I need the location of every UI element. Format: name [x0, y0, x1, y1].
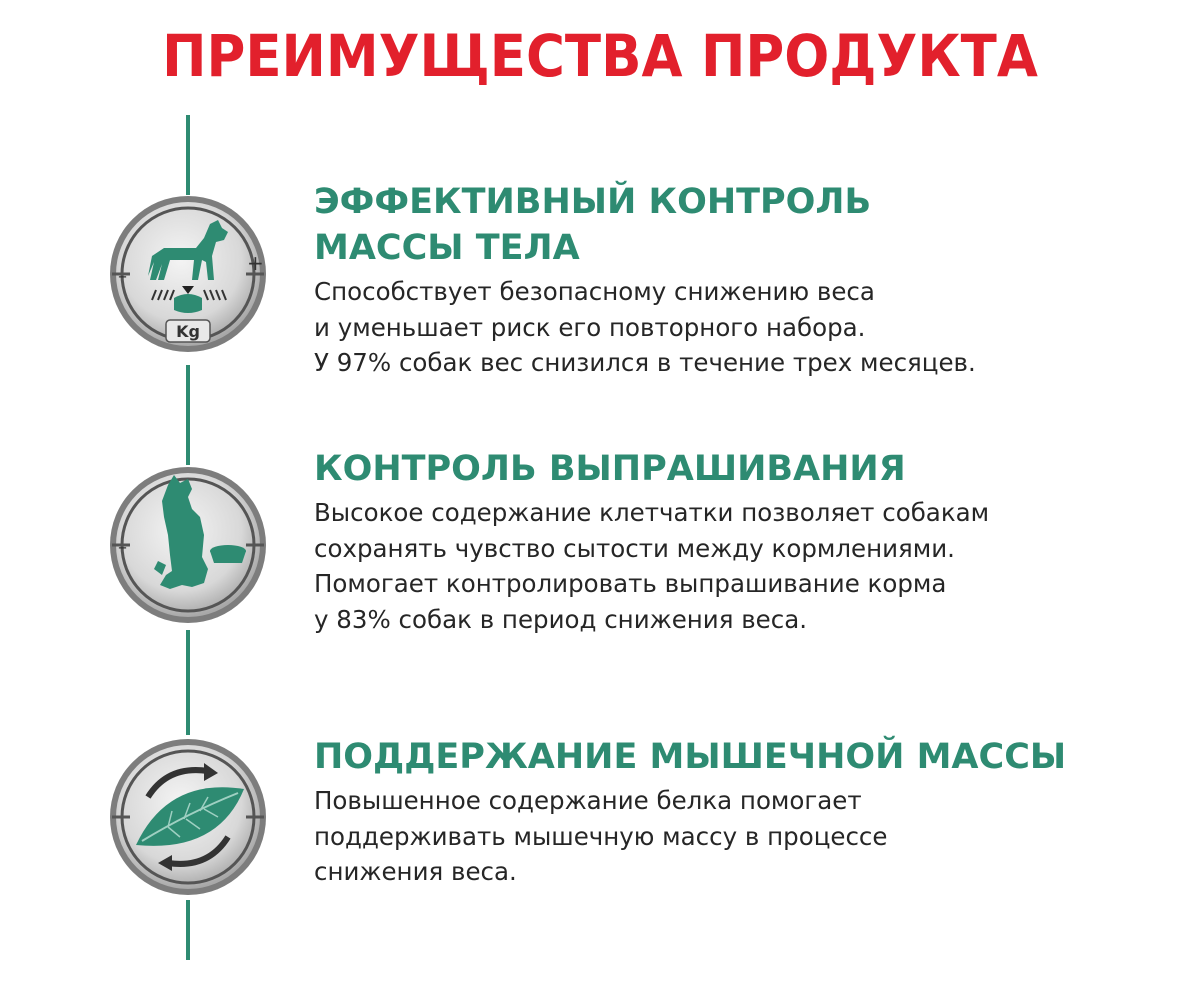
svg-text:+: + — [247, 251, 264, 275]
benefit-text-line: Высокое содержание клетчатки позволяет собакам — [314, 498, 990, 527]
benefit-heading: КОНТРОЛЬ ВЫПРАШИВАНИЯ — [314, 449, 906, 489]
benefit-text-line: снижения веса. — [314, 857, 517, 886]
begging-dog-bowl-icon — [108, 465, 268, 625]
benefit-weight-control — [314, 180, 1174, 381]
kg-label: Kg — [176, 322, 200, 341]
benefit-heading: МАССЫ ТЕЛА — [314, 228, 580, 268]
svg-text:–: – — [118, 537, 127, 558]
page-title: ПРЕИМУЩЕСТВА ПРОДУКТА — [162, 22, 1038, 90]
benefit-text-line: поддерживать мышечную массу в процессе — [314, 821, 888, 851]
muscle-leaf-icon — [108, 737, 268, 897]
benefit-text-line: и уменьшает риск его повторного набора. — [314, 312, 866, 342]
benefit-begging-control — [314, 447, 1174, 637]
benefit-heading: ПОДДЕРЖАНИЕ МЫШЕЧНОЙ МАССЫ — [314, 737, 1067, 777]
benefit-muscle-mass — [314, 735, 1174, 890]
benefit-text-line: сохранять чувство сытости между кормлениями. — [314, 533, 955, 563]
benefit-heading: ЭФФЕКТИВНЫЙ КОНТРОЛЬ — [314, 182, 872, 222]
timeline-line — [186, 115, 190, 195]
timeline-line — [186, 630, 190, 735]
benefit-text-line: у 83% собак в период снижения веса. — [314, 604, 808, 634]
timeline-line — [186, 900, 190, 960]
benefit-text-line: Помогает контролировать выпрашивание корма — [314, 569, 947, 598]
timeline-line — [186, 365, 190, 465]
dog-weight-scale-icon — [108, 194, 268, 354]
benefit-text-line: Повышенное содержание белка помогает — [314, 786, 862, 815]
benefit-text-line: У 97% собак вес снизился в течение трех месяцев. — [314, 348, 976, 377]
benefit-text-line: Способствует безопасному снижению веса — [314, 277, 875, 306]
svg-text:–: – — [118, 266, 127, 287]
